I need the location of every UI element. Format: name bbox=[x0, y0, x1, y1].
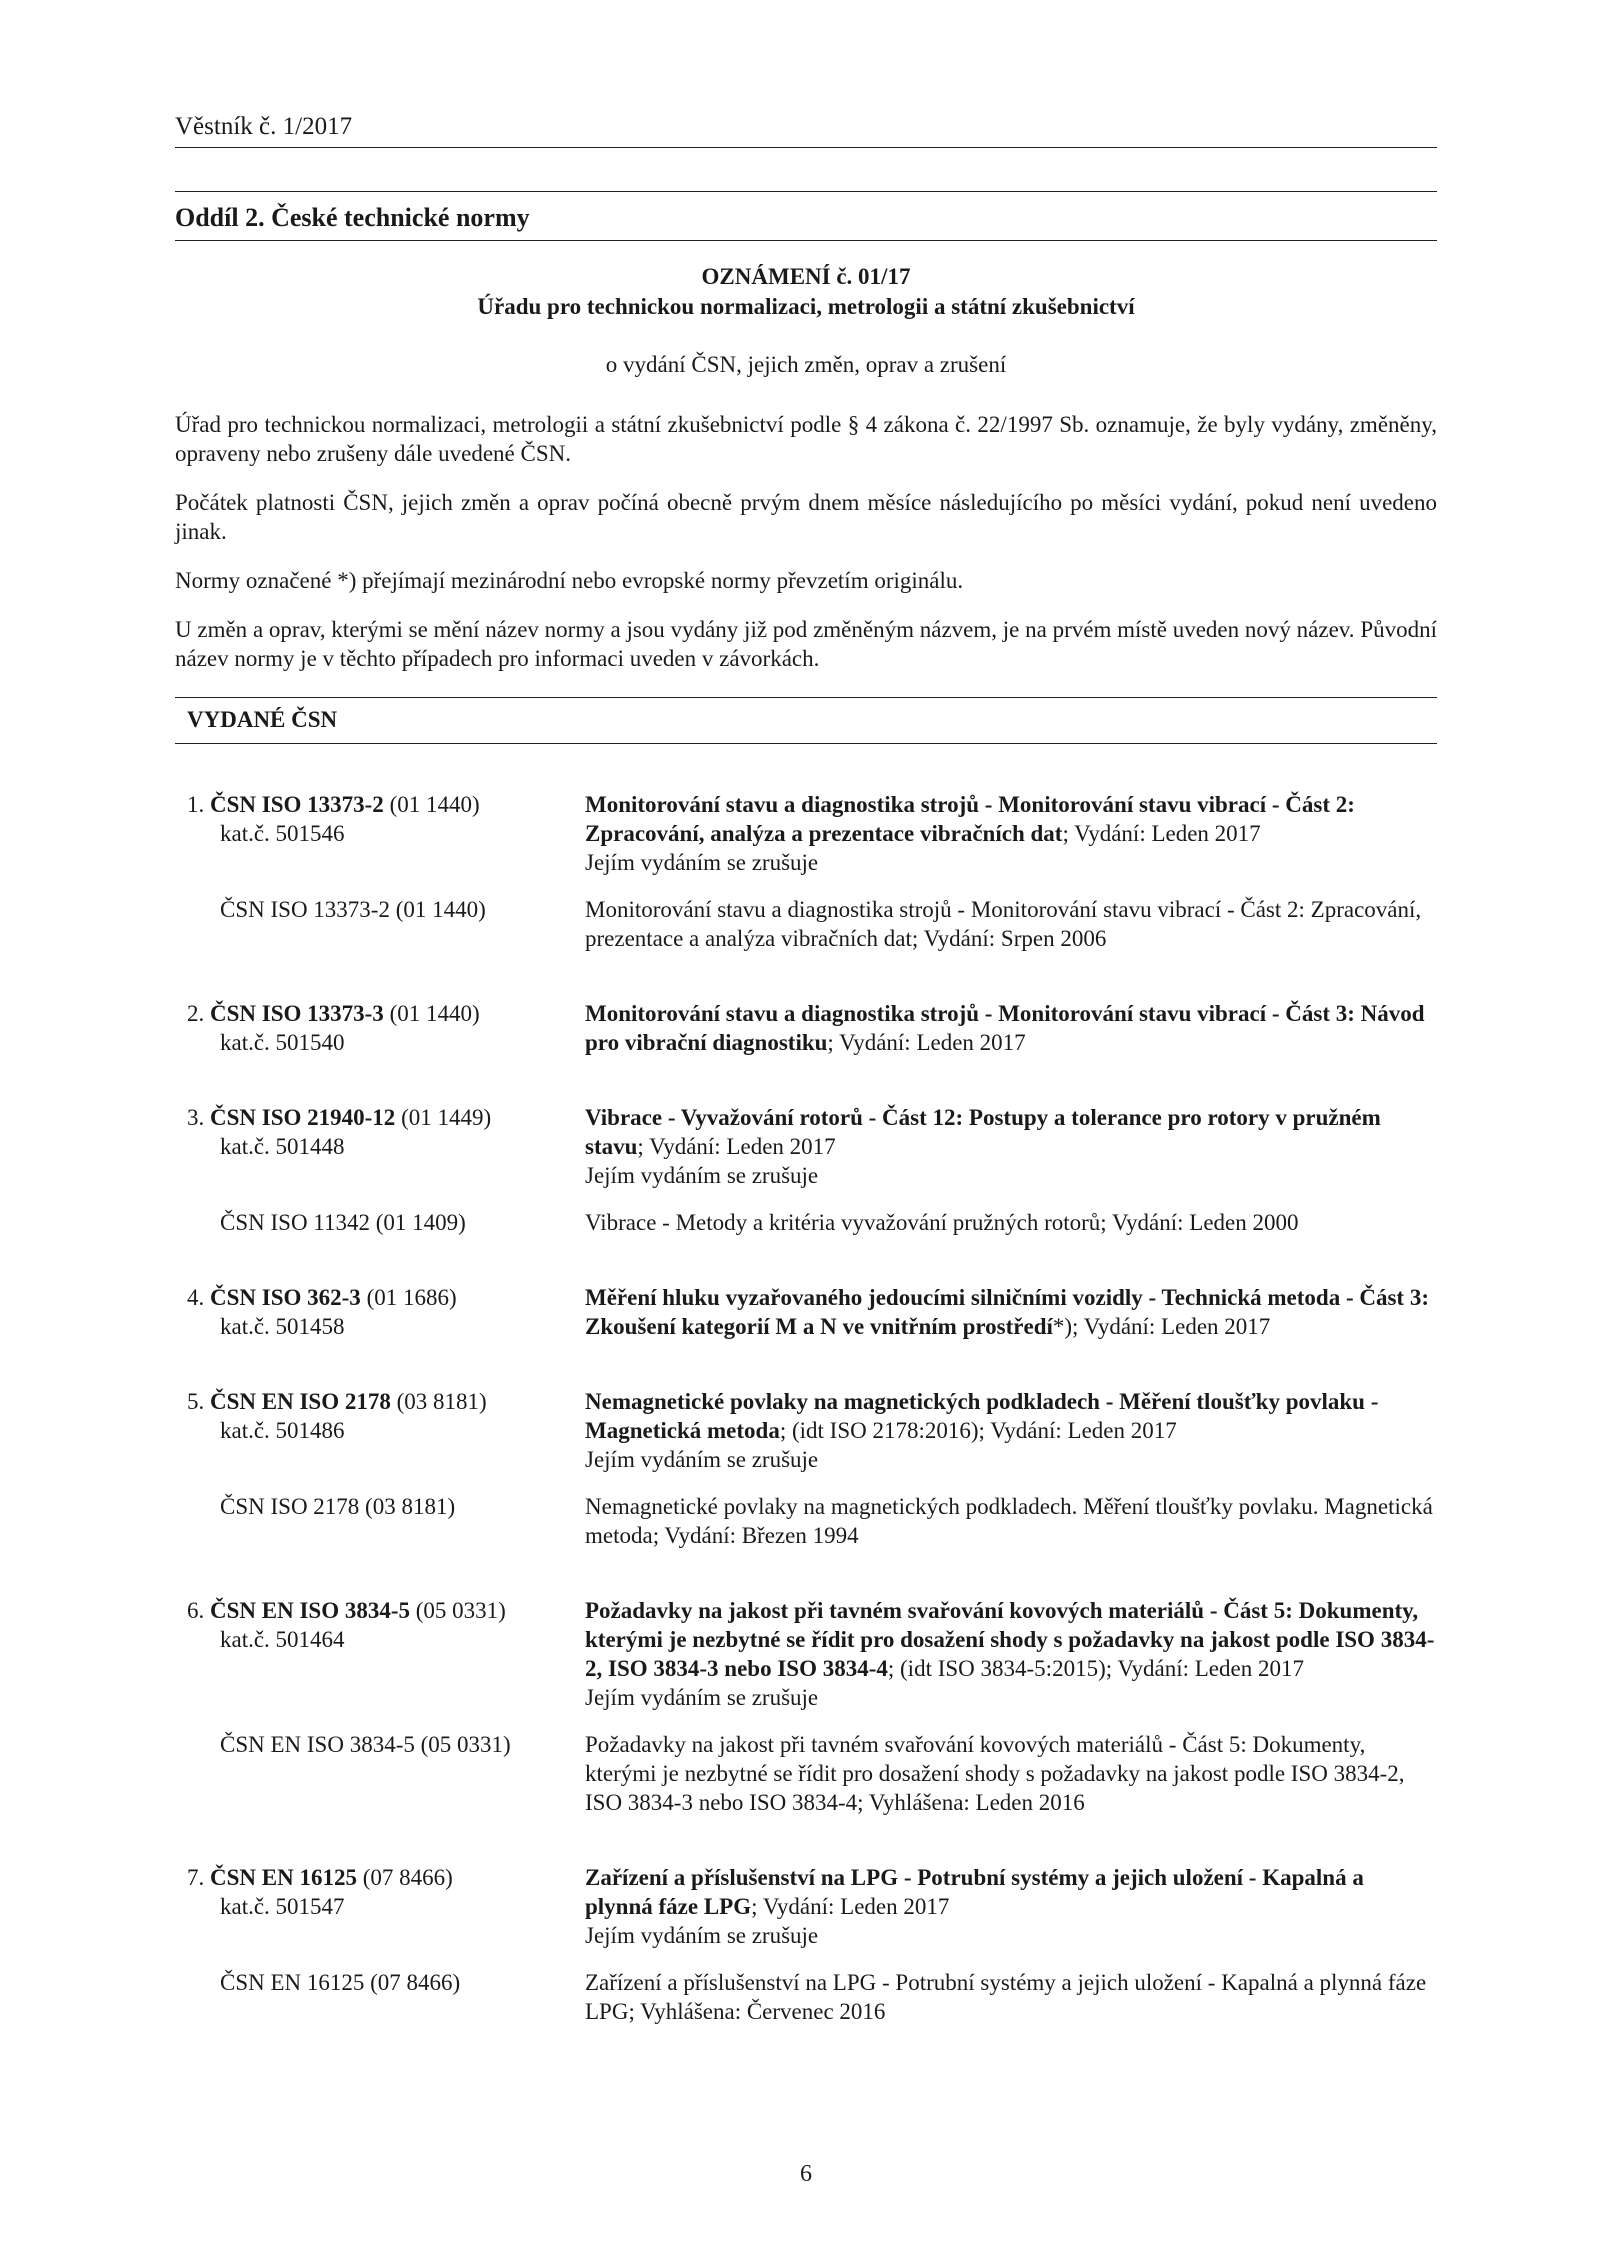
item-number: 7. bbox=[187, 1865, 205, 1890]
standard-id bbox=[175, 1863, 585, 1950]
list-rule-top bbox=[175, 697, 1437, 698]
classification-code: (07 8466) bbox=[362, 1865, 453, 1890]
standard-code: ČSN ISO 13373-3 bbox=[210, 1001, 384, 1026]
classification-code: (01 1449) bbox=[401, 1105, 492, 1130]
cancelled-standard-row bbox=[175, 1492, 1437, 1550]
standard-meta: ; (idt ISO 2178:2016); Vydání: Leden 2017 bbox=[779, 1418, 1177, 1443]
catalog-number: kat.č. 501486 bbox=[220, 1418, 345, 1443]
standard-title: Požadavky na jakost při tavném svařování kovových materiálů - Část 5: Dokumenty, kterými je nezbytné se řídit pro dosažení shody s požadavky na jakost podle ISO 3834-2, ISO 3834-3 nebo ISO 3834-4 bbox=[585, 1598, 1435, 1681]
cancelled-standard-code: ČSN ISO 2178 (03 8181) bbox=[220, 1494, 456, 1519]
standard-id bbox=[175, 1596, 585, 1712]
cancelled-standard-row bbox=[175, 1968, 1437, 2026]
intro-text bbox=[175, 410, 1437, 693]
standard-row bbox=[175, 790, 1437, 877]
item-number: 4. bbox=[187, 1285, 205, 1310]
standard-meta: ; Vydání: Leden 2017 bbox=[637, 1134, 836, 1159]
item-number: 6. bbox=[187, 1598, 205, 1623]
standard-title: Monitorování stavu a diagnostika strojů - Monitorování stavu vibrací - Část 3: Návod pro vibrační diagnostiku bbox=[585, 1001, 1425, 1055]
catalog-number: kat.č. 501458 bbox=[220, 1314, 345, 1339]
classification-code: (01 1440) bbox=[389, 792, 480, 817]
standard-meta: ; Vydání: Leden 2017 bbox=[751, 1894, 950, 1919]
standard-code: ČSN ISO 21940-12 bbox=[210, 1105, 396, 1130]
cancelled-standard-row bbox=[175, 1730, 1437, 1817]
standard-description bbox=[585, 1387, 1437, 1474]
intro-paragraph: Normy označené *) přejímají mezinárodní nebo evropské normy převzetím originálu. bbox=[175, 568, 964, 593]
intro-paragraph: Počátek platnosti ČSN, jejich změn a oprav počíná obecně prvým dnem měsíce následujícího po měsíci vydání, pokud není uvedeno jinak. bbox=[175, 490, 1437, 544]
standard-id bbox=[175, 1283, 585, 1341]
page-number: 6 bbox=[800, 2161, 812, 2187]
intro-paragraph: U změn a oprav, kterými se mění název normy a jsou vydány již pod změněným názvem, je na prvém místě uveden nový název. Původní název normy je v těchto případech pro informaci uveden v závorkách. bbox=[175, 617, 1437, 671]
standard-code: ČSN EN 16125 bbox=[210, 1865, 357, 1890]
standard-description bbox=[585, 1283, 1437, 1341]
catalog-number: kat.č. 501546 bbox=[220, 821, 345, 846]
standard-code: ČSN EN ISO 3834-5 bbox=[210, 1598, 411, 1623]
section-rule-top bbox=[175, 191, 1437, 192]
standard-item bbox=[175, 1283, 1437, 1341]
classification-code: (01 1686) bbox=[366, 1285, 457, 1310]
item-number: 5. bbox=[187, 1389, 205, 1414]
classification-code: (01 1440) bbox=[389, 1001, 480, 1026]
standard-description bbox=[585, 1596, 1437, 1712]
standard-id bbox=[175, 1103, 585, 1190]
standard-title: Vibrace - Vyvažování rotorů - Část 12: Postupy a tolerance pro rotory v pružném stavu bbox=[585, 1105, 1381, 1159]
classification-code: (03 8181) bbox=[396, 1389, 487, 1414]
standard-meta: *); Vydání: Leden 2017 bbox=[1052, 1314, 1271, 1339]
standard-description bbox=[585, 1863, 1437, 1950]
standard-row bbox=[175, 999, 1437, 1057]
standard-description bbox=[585, 1103, 1437, 1190]
cancelled-standard-row bbox=[175, 1208, 1437, 1237]
cancelled-standard-title: Vibrace - Metody a kritéria vyvažování pružných rotorů; Vydání: Leden 2000 bbox=[585, 1210, 1299, 1235]
notice-issuer: Úřadu pro technickou normalizaci, metrologii a státní zkušebnictví bbox=[477, 294, 1135, 319]
cancelled-standard-title: Požadavky na jakost při tavném svařování kovových materiálů - Část 5: Dokumenty, kterými je nezbytné se řídit pro dosažení shody s požadavky na jakost podle ISO 3834-2, ISO 3834-3 nebo ISO 3834-4; Vyhlášena: Leden 2016 bbox=[585, 1732, 1405, 1815]
cancelled-standard-code: ČSN ISO 11342 (01 1409) bbox=[220, 1210, 466, 1235]
item-number: 3. bbox=[187, 1105, 205, 1130]
standards-list bbox=[175, 790, 1437, 2072]
standard-title: Nemagnetické povlaky na magnetických podkladech - Měření tloušťky povlaku - Magnetická metoda bbox=[585, 1389, 1379, 1443]
catalog-number: kat.č. 501464 bbox=[220, 1627, 345, 1652]
cancel-note: Jejím vydáním se zrušuje bbox=[585, 1163, 819, 1188]
standard-item bbox=[175, 790, 1437, 953]
catalog-number: kat.č. 501547 bbox=[220, 1894, 345, 1919]
cancelled-standard-title: Zařízení a příslušenství na LPG - Potrubní systémy a jejich uložení - Kapalná a plynná fáze LPG; Vyhlášena: Červenec 2016 bbox=[585, 1970, 1427, 2024]
notice-subject: o vydání ČSN, jejich změn, oprav a zrušení bbox=[605, 352, 1007, 377]
standard-row bbox=[175, 1103, 1437, 1190]
standard-row bbox=[175, 1596, 1437, 1712]
standard-title: Měření hluku vyzařovaného jedoucími silničními vozidly - Technická metoda - Část 3: Zkoušení kategorií M a N ve vnitřním prostředí bbox=[585, 1285, 1429, 1339]
cancelled-standard-title: Nemagnetické povlaky na magnetických podkladech. Měření tloušťky povlaku. Magnetická metoda; Vydání: Březen 1994 bbox=[585, 1494, 1433, 1548]
journal-header: Věstník č. 1/2017 bbox=[175, 113, 353, 140]
cancel-note: Jejím vydáním se zrušuje bbox=[585, 1447, 819, 1472]
standard-item bbox=[175, 1863, 1437, 2026]
section-title: Oddíl 2. České technické normy bbox=[175, 203, 530, 232]
standard-meta: ; (idt ISO 3834-5:2015); Vydání: Leden 2017 bbox=[887, 1656, 1304, 1681]
notice-title: OZNÁMENÍ č. 01/17 bbox=[701, 264, 911, 289]
item-number: 2. bbox=[187, 1001, 205, 1026]
header-rule bbox=[175, 147, 1437, 148]
cancel-note: Jejím vydáním se zrušuje bbox=[585, 1923, 819, 1948]
standard-id bbox=[175, 999, 585, 1057]
standard-title: Monitorování stavu a diagnostika strojů - Monitorování stavu vibrací - Část 2: Zpracování, analýza a prezentace vibračních dat bbox=[585, 792, 1355, 846]
standard-code: ČSN EN ISO 2178 bbox=[210, 1389, 391, 1414]
standard-id bbox=[175, 790, 585, 877]
cancelled-standard-code: ČSN EN 16125 (07 8466) bbox=[220, 1970, 461, 1995]
standard-item bbox=[175, 1103, 1437, 1237]
standard-code: ČSN ISO 362-3 bbox=[210, 1285, 361, 1310]
standard-description bbox=[585, 999, 1437, 1057]
list-rule-bottom bbox=[175, 743, 1437, 744]
standard-row bbox=[175, 1863, 1437, 1950]
standard-id bbox=[175, 1387, 585, 1474]
document-page bbox=[175, 0, 1437, 2263]
catalog-number: kat.č. 501540 bbox=[220, 1030, 345, 1055]
standard-title: Zařízení a příslušenství na LPG - Potrubní systémy a jejich uložení - Kapalná a plynná fáze LPG bbox=[585, 1865, 1364, 1919]
section-rule-bottom bbox=[175, 240, 1437, 241]
catalog-number: kat.č. 501448 bbox=[220, 1134, 345, 1159]
standard-description bbox=[585, 790, 1437, 877]
standard-row bbox=[175, 1387, 1437, 1474]
cancelled-standard-code: ČSN ISO 13373-2 (01 1440) bbox=[220, 897, 486, 922]
standard-meta: ; Vydání: Leden 2017 bbox=[827, 1030, 1026, 1055]
standard-row bbox=[175, 1283, 1437, 1341]
cancelled-standard-title: Monitorování stavu a diagnostika strojů - Monitorování stavu vibrací - Část 2: Zpracování, prezentace a analýza vibračních dat; Vydání: Srpen 2006 bbox=[585, 897, 1422, 951]
standard-item bbox=[175, 1387, 1437, 1550]
item-number: 1. bbox=[187, 792, 205, 817]
standard-item bbox=[175, 1596, 1437, 1817]
standard-item bbox=[175, 999, 1437, 1057]
cancel-note: Jejím vydáním se zrušuje bbox=[585, 1685, 819, 1710]
standard-meta: ; Vydání: Leden 2017 bbox=[1062, 821, 1261, 846]
intro-paragraph: Úřad pro technickou normalizaci, metrologii a státní zkušebnictví podle § 4 zákona č. 22/1997 Sb. oznamuje, že byly vydány, změněny, opraveny nebo zrušeny dále uvedené ČSN. bbox=[175, 412, 1437, 466]
list-heading: VYDANÉ ČSN bbox=[187, 707, 338, 732]
cancel-note: Jejím vydáním se zrušuje bbox=[585, 850, 819, 875]
cancelled-standard-code: ČSN EN ISO 3834-5 (05 0331) bbox=[220, 1732, 511, 1757]
standard-code: ČSN ISO 13373-2 bbox=[210, 792, 384, 817]
classification-code: (05 0331) bbox=[415, 1598, 506, 1623]
cancelled-standard-row bbox=[175, 895, 1437, 953]
